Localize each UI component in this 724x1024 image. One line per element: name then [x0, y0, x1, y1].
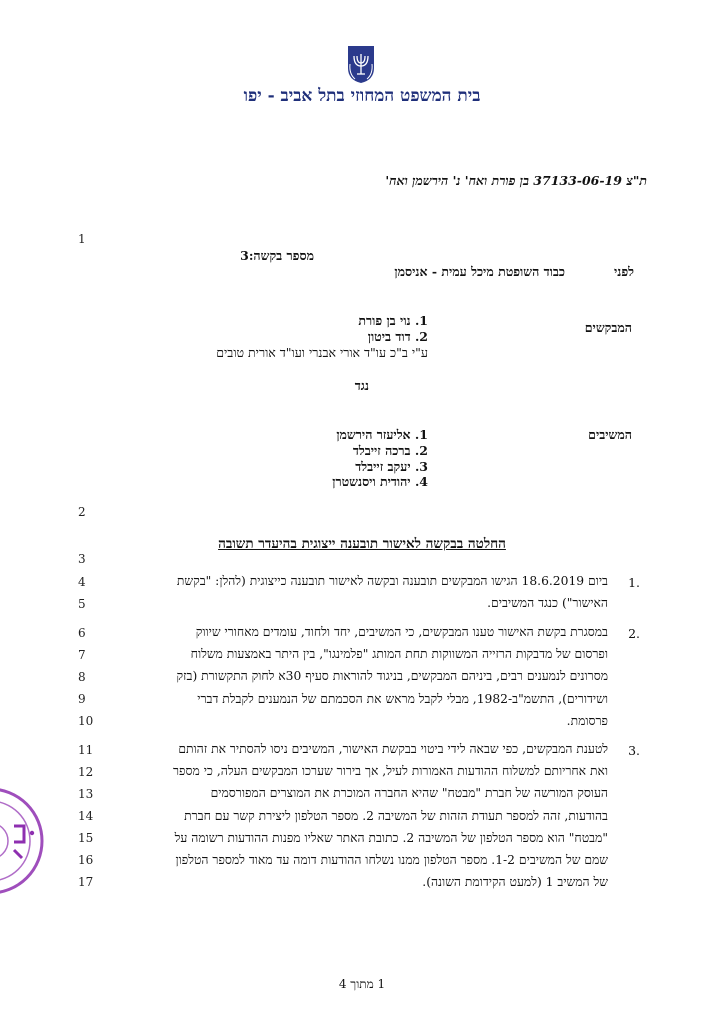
paragraph-line: שמם של המשיבים 1-2. מספר הטלפון ממנו נשלחו ההודעות דומה עד מאוד למספר הטלפון — [175, 853, 608, 868]
paragraph-line: ושידורים), התשמ"ב-1982, מבלי לקבל מראש את הסכמתם של הנמענים לקבלת דברי — [197, 691, 608, 706]
line-number: 1 — [78, 232, 86, 246]
line-number: 17 — [78, 875, 94, 889]
paragraph-line: "מבטח" הוא מספר הטלפון של המשיבה 2. כתובת האתר שאליו מפנות ההודעות רשומה על — [174, 830, 608, 845]
line-number: 15 — [78, 831, 94, 845]
line-number: 9 — [78, 692, 86, 706]
paragraph-number: 1. — [628, 575, 640, 590]
paragraph-line: האישור") כנגד המשיבים. — [487, 596, 608, 611]
court-name: בית המשפט המחוזי בתל אביב - יפו — [243, 86, 481, 106]
line-number: 11 — [78, 743, 94, 757]
paragraph-line: של המשיב 1 (למעט הקידומת השונה). — [422, 875, 608, 890]
paragraph-line: במסגרת בקשת האישור טענו המבקשים, כי המשיבים, יחד ולחוד, עומדים מאחורי שיווק — [195, 625, 608, 639]
line-number: 14 — [78, 809, 94, 823]
paragraph-line: פרסומת. — [566, 713, 608, 728]
line-number: 10 — [78, 714, 94, 728]
applicant-name: 1. נוי בן פורת — [358, 313, 428, 328]
line-number: 12 — [78, 765, 94, 779]
paragraph-number: 2. — [628, 626, 640, 641]
paragraph — [128, 738, 608, 893]
applicant-name: 2. דוד ביטון — [367, 329, 428, 344]
paragraph-line: ופרסום של מדבקות הרזייה המשווקות תחת המותג "פלמינגו", בין היתר באמצעות משלוח — [190, 647, 608, 662]
paragraph-line: ואת אחריותם למשלוח ההודעות האמורות לעיל, אך בירור שערכו המבקשים העלה, כי מספר — [173, 764, 608, 779]
line-number: 7 — [78, 648, 86, 662]
paragraph — [128, 621, 608, 732]
respondent-name: 2. ברכה זייבלד — [352, 443, 428, 458]
paragraph-number: 3. — [628, 743, 640, 758]
state-emblem-icon — [346, 44, 376, 84]
paragraph — [128, 570, 608, 614]
line-number: 16 — [78, 853, 94, 867]
page-indicator: 1 מתוך 4 — [338, 977, 386, 991]
respondent-name: 4. יהודית ויסנשטרן — [332, 474, 428, 489]
applicants-representation: ע"י ב"כ עו"ד אורי אבנרי ועו"ד אורית טובים — [216, 345, 428, 360]
line-number: 3 — [78, 552, 86, 566]
respondent-name: 3. יעקב זייבלד — [355, 459, 428, 474]
respondents-label: המשיבים — [588, 427, 632, 442]
judge-name: כבוד השופטת מיכל עמית - אניסמן — [394, 264, 565, 279]
line-number: 2 — [78, 505, 86, 519]
line-number: 5 — [78, 597, 86, 611]
respondent-name: 1. אליעזר הירשמן — [336, 427, 428, 442]
before-label: לפני — [614, 264, 634, 279]
applicants-label: המבקשים — [584, 320, 632, 335]
line-number: 6 — [78, 626, 86, 640]
line-number: 4 — [78, 575, 86, 589]
versus-label: נגד — [354, 378, 369, 393]
paragraph-line: בהודעות, זהה למספר תעודת הזהות של המשיבה 2. מספר הטלפון ליצירת קשר עם חברת — [184, 808, 608, 823]
court-seal-stamp-icon — [0, 786, 48, 896]
paragraph-line: לטענת המבקשים, כפי שבאה לידי ביטוי בבקשת האישור, המשיבים ניסו להסתיר את זהותם — [178, 742, 608, 756]
decision-title: החלטה בבקשה לאישור תובענה ייצוגית בהיעדר תשובה — [218, 536, 506, 552]
line-number: 8 — [78, 670, 86, 684]
paragraph-line: מסרונים לנמענים רבים, ביניהם המבקשים, בניגוד להוראות סעיף 30א לחוק התקשורת (בזק — [176, 669, 608, 684]
request-number: מספר בקשה:3 — [240, 248, 314, 263]
paragraph-line: ביום 18.6.2019 הגישו המבקשים תובענה ובקשה לאישור תובענה כייצוגית (להלן: "בקשת — [176, 574, 608, 588]
paragraph-line: העוסק המורשה של חברת "מבטח" שהיא החברה המוכרת את המוצרים המפורסמים — [210, 786, 608, 801]
case-number-line: ת"צ 37133-06-19 בן פורת ואח' נ' הירשמן ואח' — [385, 173, 647, 188]
line-number: 13 — [78, 787, 94, 801]
